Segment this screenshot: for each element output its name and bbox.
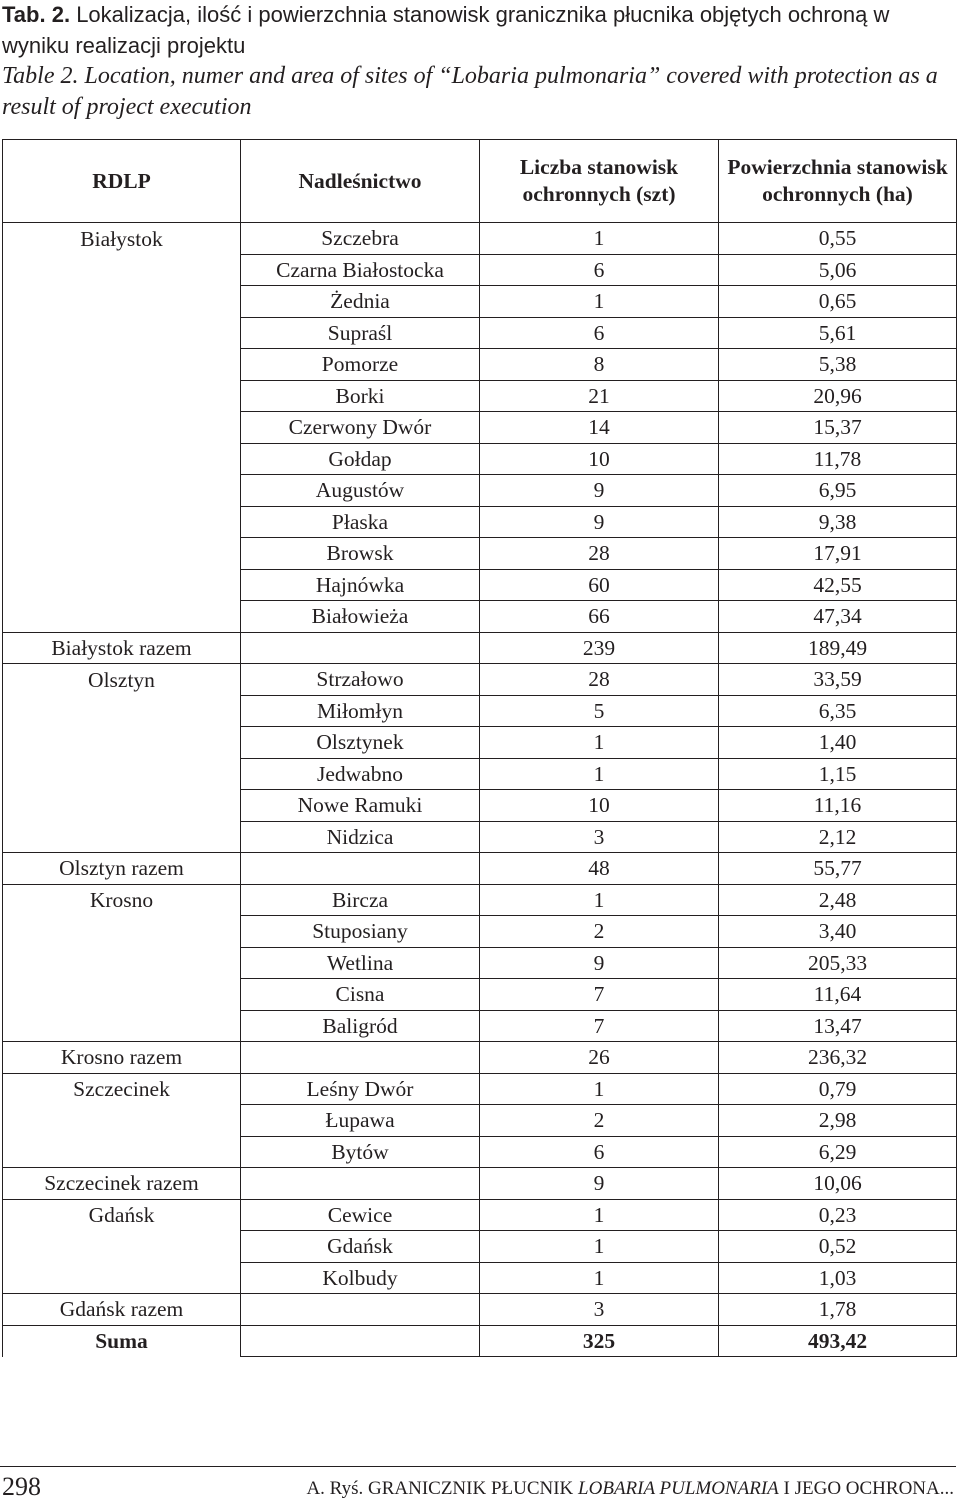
grand-total-liczba: 325 <box>480 1325 719 1357</box>
subtotal-powierzchnia: 55,77 <box>719 853 957 885</box>
powierzchnia-cell: 2,98 <box>719 1105 957 1137</box>
subtotal-label: Krosno razem <box>3 1042 241 1074</box>
table-row <box>3 947 957 979</box>
nadlesnictwo-cell: Stuposiany <box>241 916 480 948</box>
header-rdlp: RDLP <box>3 140 241 223</box>
liczba-cell: 8 <box>480 349 719 381</box>
header-powierzchnia: Powierzchnia stanowisk ochronnych (ha) <box>719 140 957 223</box>
liczba-cell: 5 <box>480 695 719 727</box>
grand-total-empty <box>241 1325 480 1357</box>
subtotal-empty <box>241 632 480 664</box>
nadlesnictwo-cell: Żednia <box>241 286 480 318</box>
grand-total-label: Suma <box>3 1325 241 1357</box>
nadlesnictwo-cell: Jedwabno <box>241 758 480 790</box>
nadlesnictwo-cell: Augustów <box>241 475 480 507</box>
powierzchnia-cell: 205,33 <box>719 947 957 979</box>
liczba-cell: 9 <box>480 947 719 979</box>
rdlp-cell <box>3 254 241 286</box>
powierzchnia-cell: 33,59 <box>719 664 957 696</box>
subtotal-powierzchnia: 1,78 <box>719 1294 957 1326</box>
powierzchnia-cell: 47,34 <box>719 601 957 633</box>
liczba-cell: 6 <box>480 1136 719 1168</box>
caption-polish-label: Tab. 2. <box>2 2 71 27</box>
table-row <box>3 1010 957 1042</box>
rdlp-cell <box>3 538 241 570</box>
nadlesnictwo-cell: Czerwony Dwór <box>241 412 480 444</box>
table-row <box>3 884 957 916</box>
nadlesnictwo-cell: Supraśl <box>241 317 480 349</box>
nadlesnictwo-cell: Wetlina <box>241 947 480 979</box>
nadlesnictwo-cell: Browsk <box>241 538 480 570</box>
liczba-cell: 1 <box>480 1199 719 1231</box>
subtotal-liczba: 239 <box>480 632 719 664</box>
running-head <box>306 1477 954 1501</box>
table-row <box>3 223 957 255</box>
rdlp-cell <box>3 821 241 853</box>
powierzchnia-cell: 5,61 <box>719 317 957 349</box>
subtotal-empty <box>241 853 480 885</box>
liczba-cell: 2 <box>480 916 719 948</box>
nadlesnictwo-cell: Kolbudy <box>241 1262 480 1294</box>
rdlp-cell: Krosno <box>3 884 241 916</box>
table-caption <box>2 0 958 122</box>
table-row <box>3 349 957 381</box>
liczba-cell: 9 <box>480 475 719 507</box>
subtotal-empty <box>241 1294 480 1326</box>
liczba-cell: 10 <box>480 790 719 822</box>
nadlesnictwo-cell: Białowieża <box>241 601 480 633</box>
table-row <box>3 1136 957 1168</box>
subtotal-powierzchnia: 189,49 <box>719 632 957 664</box>
nadlesnictwo-cell: Bytów <box>241 1136 480 1168</box>
powierzchnia-cell: 6,29 <box>719 1136 957 1168</box>
table-row <box>3 506 957 538</box>
table-row <box>3 695 957 727</box>
nadlesnictwo-cell: Nowe Ramuki <box>241 790 480 822</box>
table-row <box>3 821 957 853</box>
table-row <box>3 1073 957 1105</box>
caption-english-text: Location, numer and area of sites of “Lobaria pulmonaria” covered with protection as a result of project execution <box>2 63 938 120</box>
nadlesnictwo-cell: Pomorze <box>241 349 480 381</box>
nadlesnictwo-cell: Nidzica <box>241 821 480 853</box>
subtotal-liczba: 3 <box>480 1294 719 1326</box>
nadlesnictwo-cell: Czarna Białostocka <box>241 254 480 286</box>
caption-english-label: Table 2. <box>2 63 79 89</box>
running-head-title-2: I JEGO OCHRONA... <box>783 1478 954 1499</box>
grand-total-row <box>3 1325 957 1357</box>
powierzchnia-cell: 1,40 <box>719 727 957 759</box>
table-row <box>3 254 957 286</box>
liczba-cell: 7 <box>480 1010 719 1042</box>
grand-total-powierzchnia: 493,42 <box>719 1325 957 1357</box>
liczba-cell: 1 <box>480 1262 719 1294</box>
running-head-title-1: GRANICZNIK PŁUCNIK <box>367 1478 574 1499</box>
powierzchnia-cell: 0,55 <box>719 223 957 255</box>
liczba-cell: 1 <box>480 727 719 759</box>
powierzchnia-cell: 0,23 <box>719 1199 957 1231</box>
nadlesnictwo-cell: Łupawa <box>241 1105 480 1137</box>
nadlesnictwo-cell: Cisna <box>241 979 480 1011</box>
table-row <box>3 790 957 822</box>
header-nadlesnictwo: Nadleśnictwo <box>241 140 480 223</box>
nadlesnictwo-cell: Płaska <box>241 506 480 538</box>
running-head-author: A. Ryś. <box>306 1478 364 1499</box>
subtotal-row <box>3 632 957 664</box>
nadlesnictwo-cell: Cewice <box>241 1199 480 1231</box>
page-number: 298 <box>2 1472 41 1501</box>
nadlesnictwo-cell: Szczebra <box>241 223 480 255</box>
caption-english <box>2 61 958 122</box>
powierzchnia-cell: 9,38 <box>719 506 957 538</box>
table-row <box>3 979 957 1011</box>
running-head-title-italic: LOBARIA PULMONARIA <box>578 1478 779 1499</box>
liczba-cell: 6 <box>480 317 719 349</box>
powierzchnia-cell: 11,64 <box>719 979 957 1011</box>
powierzchnia-cell: 0,52 <box>719 1231 957 1263</box>
powierzchnia-cell: 5,38 <box>719 349 957 381</box>
rdlp-cell: Olsztyn <box>3 664 241 696</box>
table-row <box>3 286 957 318</box>
nadlesnictwo-cell: Gołdap <box>241 443 480 475</box>
rdlp-cell <box>3 506 241 538</box>
liczba-cell: 2 <box>480 1105 719 1137</box>
subtotal-label: Olsztyn razem <box>3 853 241 885</box>
subtotal-liczba: 9 <box>480 1168 719 1200</box>
table-row <box>3 916 957 948</box>
rdlp-cell <box>3 790 241 822</box>
nadlesnictwo-cell: Leśny Dwór <box>241 1073 480 1105</box>
nadlesnictwo-cell: Bircza <box>241 884 480 916</box>
table-row <box>3 317 957 349</box>
powierzchnia-cell: 2,48 <box>719 884 957 916</box>
table-row <box>3 538 957 570</box>
subtotal-empty <box>241 1042 480 1074</box>
liczba-cell: 1 <box>480 223 719 255</box>
rdlp-cell <box>3 349 241 381</box>
subtotal-label: Szczecinek razem <box>3 1168 241 1200</box>
rdlp-cell <box>3 979 241 1011</box>
liczba-cell: 60 <box>480 569 719 601</box>
rdlp-cell <box>3 758 241 790</box>
table-row <box>3 758 957 790</box>
powierzchnia-cell: 6,95 <box>719 475 957 507</box>
table-row <box>3 1262 957 1294</box>
powierzchnia-cell: 6,35 <box>719 695 957 727</box>
powierzchnia-cell: 17,91 <box>719 538 957 570</box>
nadlesnictwo-cell: Hajnówka <box>241 569 480 601</box>
subtotal-row <box>3 1042 957 1074</box>
subtotal-powierzchnia: 236,32 <box>719 1042 957 1074</box>
rdlp-cell <box>3 1010 241 1042</box>
sites-table <box>2 139 957 1357</box>
rdlp-cell: Białystok <box>3 223 241 255</box>
nadlesnictwo-cell: Baligród <box>241 1010 480 1042</box>
subtotal-liczba: 26 <box>480 1042 719 1074</box>
table-row <box>3 1105 957 1137</box>
rdlp-cell <box>3 412 241 444</box>
powierzchnia-cell: 1,03 <box>719 1262 957 1294</box>
rdlp-cell <box>3 1262 241 1294</box>
liczba-cell: 10 <box>480 443 719 475</box>
nadlesnictwo-cell: Strzałowo <box>241 664 480 696</box>
rdlp-cell <box>3 727 241 759</box>
subtotal-powierzchnia: 10,06 <box>719 1168 957 1200</box>
liczba-cell: 14 <box>480 412 719 444</box>
rdlp-cell: Gdańsk <box>3 1199 241 1231</box>
powierzchnia-cell: 11,78 <box>719 443 957 475</box>
subtotal-label: Gdańsk razem <box>3 1294 241 1326</box>
table-row <box>3 727 957 759</box>
subtotal-row <box>3 1168 957 1200</box>
powierzchnia-cell: 11,16 <box>719 790 957 822</box>
subtotal-label: Białystok razem <box>3 632 241 664</box>
liczba-cell: 66 <box>480 601 719 633</box>
liczba-cell: 6 <box>480 254 719 286</box>
rdlp-cell <box>3 1105 241 1137</box>
powierzchnia-cell: 0,79 <box>719 1073 957 1105</box>
footer-divider <box>0 1466 956 1467</box>
liczba-cell: 28 <box>480 664 719 696</box>
liczba-cell: 21 <box>480 380 719 412</box>
powierzchnia-cell: 2,12 <box>719 821 957 853</box>
rdlp-cell <box>3 1231 241 1263</box>
table-row <box>3 569 957 601</box>
liczba-cell: 3 <box>480 821 719 853</box>
table-row <box>3 443 957 475</box>
rdlp-cell <box>3 601 241 633</box>
rdlp-cell <box>3 569 241 601</box>
powierzchnia-cell: 3,40 <box>719 916 957 948</box>
rdlp-cell <box>3 1136 241 1168</box>
powierzchnia-cell: 5,06 <box>719 254 957 286</box>
rdlp-cell <box>3 286 241 318</box>
table-body <box>3 223 957 1357</box>
rdlp-cell <box>3 947 241 979</box>
powierzchnia-cell: 15,37 <box>719 412 957 444</box>
liczba-cell: 9 <box>480 506 719 538</box>
powierzchnia-cell: 13,47 <box>719 1010 957 1042</box>
liczba-cell: 1 <box>480 286 719 318</box>
table-row <box>3 380 957 412</box>
powierzchnia-cell: 0,65 <box>719 286 957 318</box>
powierzchnia-cell: 42,55 <box>719 569 957 601</box>
table-row <box>3 601 957 633</box>
nadlesnictwo-cell: Miłomłyn <box>241 695 480 727</box>
rdlp-cell <box>3 475 241 507</box>
table-row <box>3 475 957 507</box>
powierzchnia-cell: 1,15 <box>719 758 957 790</box>
nadlesnictwo-cell: Olsztynek <box>241 727 480 759</box>
liczba-cell: 1 <box>480 1231 719 1263</box>
table-row <box>3 1199 957 1231</box>
liczba-cell: 7 <box>480 979 719 1011</box>
table-row <box>3 664 957 696</box>
rdlp-cell <box>3 380 241 412</box>
caption-polish <box>2 0 958 61</box>
liczba-cell: 1 <box>480 884 719 916</box>
rdlp-cell <box>3 695 241 727</box>
subtotal-empty <box>241 1168 480 1200</box>
nadlesnictwo-cell: Borki <box>241 380 480 412</box>
table-row <box>3 1231 957 1263</box>
rdlp-cell <box>3 317 241 349</box>
liczba-cell: 28 <box>480 538 719 570</box>
caption-polish-text: Lokalizacja, ilość i powierzchnia stanowisk granicznika płucnika objętych ochroną w wyniku realizacji projektu <box>2 2 890 58</box>
rdlp-cell: Szczecinek <box>3 1073 241 1105</box>
rdlp-cell <box>3 443 241 475</box>
table-header-row <box>3 140 957 223</box>
subtotal-row <box>3 853 957 885</box>
liczba-cell: 1 <box>480 758 719 790</box>
subtotal-liczba: 48 <box>480 853 719 885</box>
powierzchnia-cell: 20,96 <box>719 380 957 412</box>
liczba-cell: 1 <box>480 1073 719 1105</box>
header-liczba: Liczba stanowisk ochronnych (szt) <box>480 140 719 223</box>
nadlesnictwo-cell: Gdańsk <box>241 1231 480 1263</box>
table-row <box>3 412 957 444</box>
subtotal-row <box>3 1294 957 1326</box>
rdlp-cell <box>3 916 241 948</box>
